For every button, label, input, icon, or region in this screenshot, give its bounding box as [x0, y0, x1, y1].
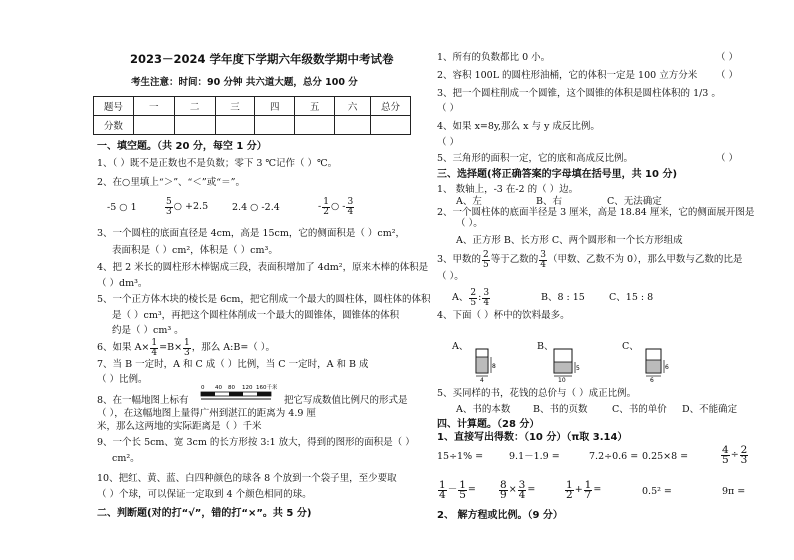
question-8-suffix: 把它写成数值比例尺的形式是	[284, 395, 408, 406]
calc-2: 9.1－1.9 =	[509, 451, 560, 462]
section-3-heading: 三、选择题(将正确答案的字母填在括号里，共 10 分)	[437, 169, 678, 180]
choice-3-line-2: （ ）。	[437, 271, 464, 282]
fraction-denominator: 4	[483, 297, 490, 308]
fraction-numerator: 3	[347, 196, 354, 207]
choice-3-line-1	[437, 248, 742, 272]
calc-6-equals: =	[467, 484, 476, 495]
calc-7-operator: ×	[508, 484, 517, 495]
choice-3-option-b[interactable]: B、8 : 15	[541, 292, 585, 303]
section-2-heading: 二、判断题(对的打“√”，错的打“×”。共 5 分)	[97, 508, 312, 519]
question-7-line-1: 7、当 B 一定时，A 和 C 成（ ）比例，当 C 一定时，A 和 B 成	[97, 359, 369, 370]
fraction-denominator: 3	[740, 453, 748, 466]
choice-3-prefix: 3、甲数的	[437, 254, 482, 265]
question-9-line-2: cm²。	[112, 453, 140, 464]
fraction-numerator: 1	[584, 478, 592, 491]
section-1-heading: 一、填空题。（共 20 分，每空 1 分）	[97, 141, 267, 152]
fraction-denominator: 2	[566, 488, 573, 501]
fraction-denominator: 9	[500, 488, 507, 501]
section-4-part-2: 2、 解方程或比例。（9 分）	[437, 510, 563, 521]
judge-2: 2、容积 100L 的圆柱形油桶，它的体积一定是 100 立方分米	[437, 70, 698, 81]
compare-d	[318, 195, 355, 219]
choice-5: 5、买同样的书，花钱的总价与（ ）成正比例。	[437, 388, 637, 399]
cup-c-illustration	[640, 343, 672, 383]
choice-4: 4、下面（ ）杯中的饮料最多。	[437, 310, 570, 321]
fraction-numerator: 1	[439, 478, 446, 491]
ratio-colon: :	[478, 292, 482, 303]
question-6	[97, 336, 275, 360]
fraction-numerator: 5	[166, 196, 172, 207]
cup-a-illustration	[470, 343, 500, 383]
calc-5-operator: ÷	[730, 449, 739, 460]
question-8-line-2: （ ），在这幅地图上量得广州到湛江的距离为 4.9 厘	[97, 408, 316, 419]
calc-5	[720, 442, 749, 468]
question-4-line-2: （ ）dm³。	[97, 278, 148, 289]
choice-4-option-c[interactable]: C、	[622, 341, 639, 352]
fraction-denominator: 3	[184, 347, 190, 358]
fraction-denominator: 4	[151, 347, 158, 358]
choice-1: 1、 数轴上，-3 在-2 的（ ）边。	[437, 184, 579, 195]
compare-b-text: ○ +2.5	[173, 201, 209, 212]
judge-3-answer[interactable]: （ ）	[437, 103, 460, 114]
question-8-line-3: 米，那么这两地的实际距离是（ ）千米	[97, 421, 262, 432]
fraction-numerator: 1	[459, 478, 466, 491]
score-header-cell: 六	[335, 97, 371, 116]
fraction-denominator: 4	[518, 488, 526, 501]
calc-10: 9π =	[722, 486, 746, 497]
question-5-line-1: 5、一个正方体木块的棱长是 6cm，把它削成一个最大的圆柱体，圆柱体的体积	[97, 294, 431, 305]
cup-a-width-label: 4	[480, 377, 484, 383]
score-cell[interactable]	[335, 116, 371, 135]
compare-c: 2.4 ○ -2.4	[232, 202, 280, 213]
score-cell[interactable]	[174, 116, 215, 135]
question-3-line-1: 3、一个圆柱的底面直径是 4cm，高是 15cm，它的侧面积是（ ）cm²，	[97, 228, 406, 239]
question-10-line-1: 10、把红、黄、蓝、白四种颜色的球各 8 个放到一个袋子里，至少要取	[97, 473, 397, 484]
compare-d-sign: -	[318, 201, 322, 212]
fraction-numerator: 2	[470, 287, 477, 298]
score-cell[interactable]	[371, 116, 411, 135]
question-10-line-2: （ ）个球，可以保证一定取到 4 个颜色相同的球。	[97, 489, 312, 500]
choice-1-option-c[interactable]: C、无法确定	[607, 196, 662, 207]
calc-7	[498, 477, 535, 503]
score-table-header-row	[94, 97, 411, 116]
fraction-denominator: 7	[584, 488, 592, 501]
section-4-part-1: 1、直接写出得数：（10 分）（π取 3.14）	[437, 432, 628, 443]
score-header-cell: 四	[255, 97, 295, 116]
fraction-denominator: 5	[483, 259, 489, 270]
fraction-numerator: 3	[540, 249, 547, 260]
fraction-numerator: 4	[722, 443, 729, 456]
fraction-denominator: 3	[166, 206, 172, 217]
calc-3: 7.2÷0.6 =	[589, 451, 639, 462]
fraction-numerator: 3	[518, 478, 526, 491]
calc-8-operator: +	[574, 484, 583, 495]
question-9-line-1: 9、一个长 5cm、宽 3cm 的长方形按 3:1 放大，得到的图形的面积是（ ）	[97, 437, 415, 448]
fraction-numerator: 1	[566, 478, 573, 491]
score-header-cell: 总分	[371, 97, 411, 116]
cup-b-height-label: 5	[576, 365, 580, 372]
exam-notice: 考生注意：时间：90 分钟 共六道大题，总分 100 分	[131, 77, 358, 88]
fraction-denominator: 5	[459, 488, 466, 501]
judge-4-answer[interactable]: （ ）	[437, 137, 460, 148]
cup-a-height-label: 8	[492, 363, 496, 370]
cup-b-width-label: 10	[558, 377, 566, 383]
fraction-numerator: 1	[323, 196, 329, 207]
choice-3-option-a[interactable]	[452, 286, 491, 310]
score-cell[interactable]	[295, 116, 335, 135]
fraction-denominator: 5	[722, 453, 729, 466]
fraction-denominator: 5	[470, 297, 477, 308]
score-header-cell: 二	[174, 97, 215, 116]
scale-label: 120	[242, 385, 253, 391]
scale-label: 0	[201, 385, 205, 391]
question-7-line-2: （ ）比例。	[97, 374, 148, 385]
fraction-numerator: 2	[740, 443, 748, 456]
fraction-denominator: 4	[439, 488, 446, 501]
question-3-line-2: 表面积是（ ）cm²，体积是（ ）cm³。	[112, 245, 278, 256]
judge-1: 1、所有的负数都比 0 小。	[437, 52, 551, 63]
fraction-numerator: 3	[483, 287, 490, 298]
score-cell[interactable]	[215, 116, 255, 135]
score-row-label: 分数	[94, 116, 134, 135]
judge-2-answer[interactable]: （ ）	[716, 70, 739, 81]
question-6-mid: =B×	[159, 342, 183, 353]
choice-4-option-a[interactable]: A、	[452, 341, 469, 352]
choice-3-option-c[interactable]: C、15 : 8	[609, 292, 654, 303]
choice-3-mid: 等于乙数的	[490, 254, 539, 265]
calc-8-equals: =	[593, 484, 602, 495]
choice-3-suffix: （甲数、乙数不为 0），那么甲数与乙数的比是	[548, 254, 743, 265]
choice-2-line-1: 2、一个圆柱体的底面半径是 3 厘米，高是 18.84 厘米，它的侧面展开图是	[437, 207, 755, 218]
calc-7-equals: =	[527, 484, 536, 495]
choice-1-option-a[interactable]: A、左	[456, 196, 482, 207]
judge-1-answer[interactable]: （ ）	[716, 52, 739, 63]
judge-4: 4、如果 x=8y,那么 x 与 y 成反比例。	[437, 121, 600, 132]
question-5-line-2: 是（ ）cm³，再把这个圆柱体削成一个最大的圆锥体，圆锥体的体积	[112, 310, 400, 321]
scale-label: 40	[215, 385, 222, 391]
judge-5-answer[interactable]: （ ）	[716, 153, 739, 164]
choice-2-options: A、正方形 B、长方形 C、两个圆形和一个长方形组成	[456, 235, 683, 246]
calc-9: 0.5² =	[642, 486, 672, 497]
score-header-cell: 一	[133, 97, 174, 116]
option-letter: A、	[452, 292, 469, 303]
fraction-denominator: 4	[540, 259, 547, 270]
question-6-prefix: 6、如果 A×	[97, 342, 150, 353]
score-cell[interactable]	[133, 116, 174, 135]
choice-5-option-c[interactable]: C、书的单价	[612, 404, 667, 415]
cup-c-height-label: 6	[665, 364, 669, 371]
map-scale-bar	[199, 383, 277, 405]
calc-6-operator: －	[447, 484, 458, 495]
score-header-cell: 三	[215, 97, 255, 116]
score-cell[interactable]	[255, 116, 295, 135]
cup-b-illustration	[550, 343, 584, 383]
question-6-suffix: ，那么 A:B=（ ）。	[191, 342, 276, 353]
scale-label: 160千米	[256, 385, 277, 391]
judge-5: 5、三角形的面积一定，它的底和高成反比例。	[437, 153, 634, 164]
question-1: 1、（ ）既不是正数也不是负数；零下 3 ℃记作（ ）℃。	[97, 158, 338, 169]
question-4-line-1: 4、把 2 米长的圆柱形木棒锯成三段，表面积增加了 4dm²，原来木棒的体积是	[97, 262, 429, 273]
compare-d-mid: ○ -	[330, 201, 346, 212]
choice-5-option-a[interactable]: A、书的本数	[456, 404, 511, 415]
fraction-denominator: 4	[347, 206, 354, 217]
calc-6	[437, 477, 476, 503]
choice-5-option-b[interactable]: B、书的页数	[533, 404, 588, 415]
calc-4: 0.25×8 =	[642, 451, 689, 462]
cup-c-width-label: 6	[650, 377, 654, 383]
fraction-numerator: 8	[500, 478, 507, 491]
score-header-cell: 五	[295, 97, 335, 116]
fraction-denominator: 2	[323, 206, 329, 217]
exam-title: 2023－2024 学年度下学期六年级数学期中考试卷	[130, 52, 394, 66]
compare-b	[164, 195, 208, 219]
choice-4-option-b[interactable]: B、	[537, 341, 554, 352]
calc-8	[564, 477, 601, 503]
score-header-cell: 题号	[94, 97, 134, 116]
question-2: 2、在○里填上“＞”、“＜”或“＝”。	[97, 177, 245, 188]
compare-a: -5 ○ 1	[107, 202, 137, 213]
question-5-line-3: 约是（ ）cm³ 。	[112, 325, 184, 336]
scale-label: 80	[228, 385, 235, 391]
score-table-row	[94, 116, 411, 135]
question-8-prefix: 8、在一幅地图上标有	[97, 395, 189, 406]
choice-2-line-2: （ ）。	[456, 218, 483, 229]
choice-5-option-d[interactable]: D、不能确定	[682, 404, 738, 415]
score-table	[93, 96, 411, 135]
section-4-heading: 四、计算题。（28 分）	[437, 419, 540, 430]
judge-3: 3、把一个圆柱削成一个圆锥，这个圆锥的体积是圆柱体积的 1/3 。	[437, 88, 721, 99]
calc-1: 15÷1% =	[437, 451, 484, 462]
fraction-numerator: 1	[151, 337, 158, 348]
fraction-numerator: 2	[483, 249, 489, 260]
fraction-numerator: 1	[184, 337, 190, 348]
choice-1-option-b[interactable]: B、右	[536, 196, 562, 207]
